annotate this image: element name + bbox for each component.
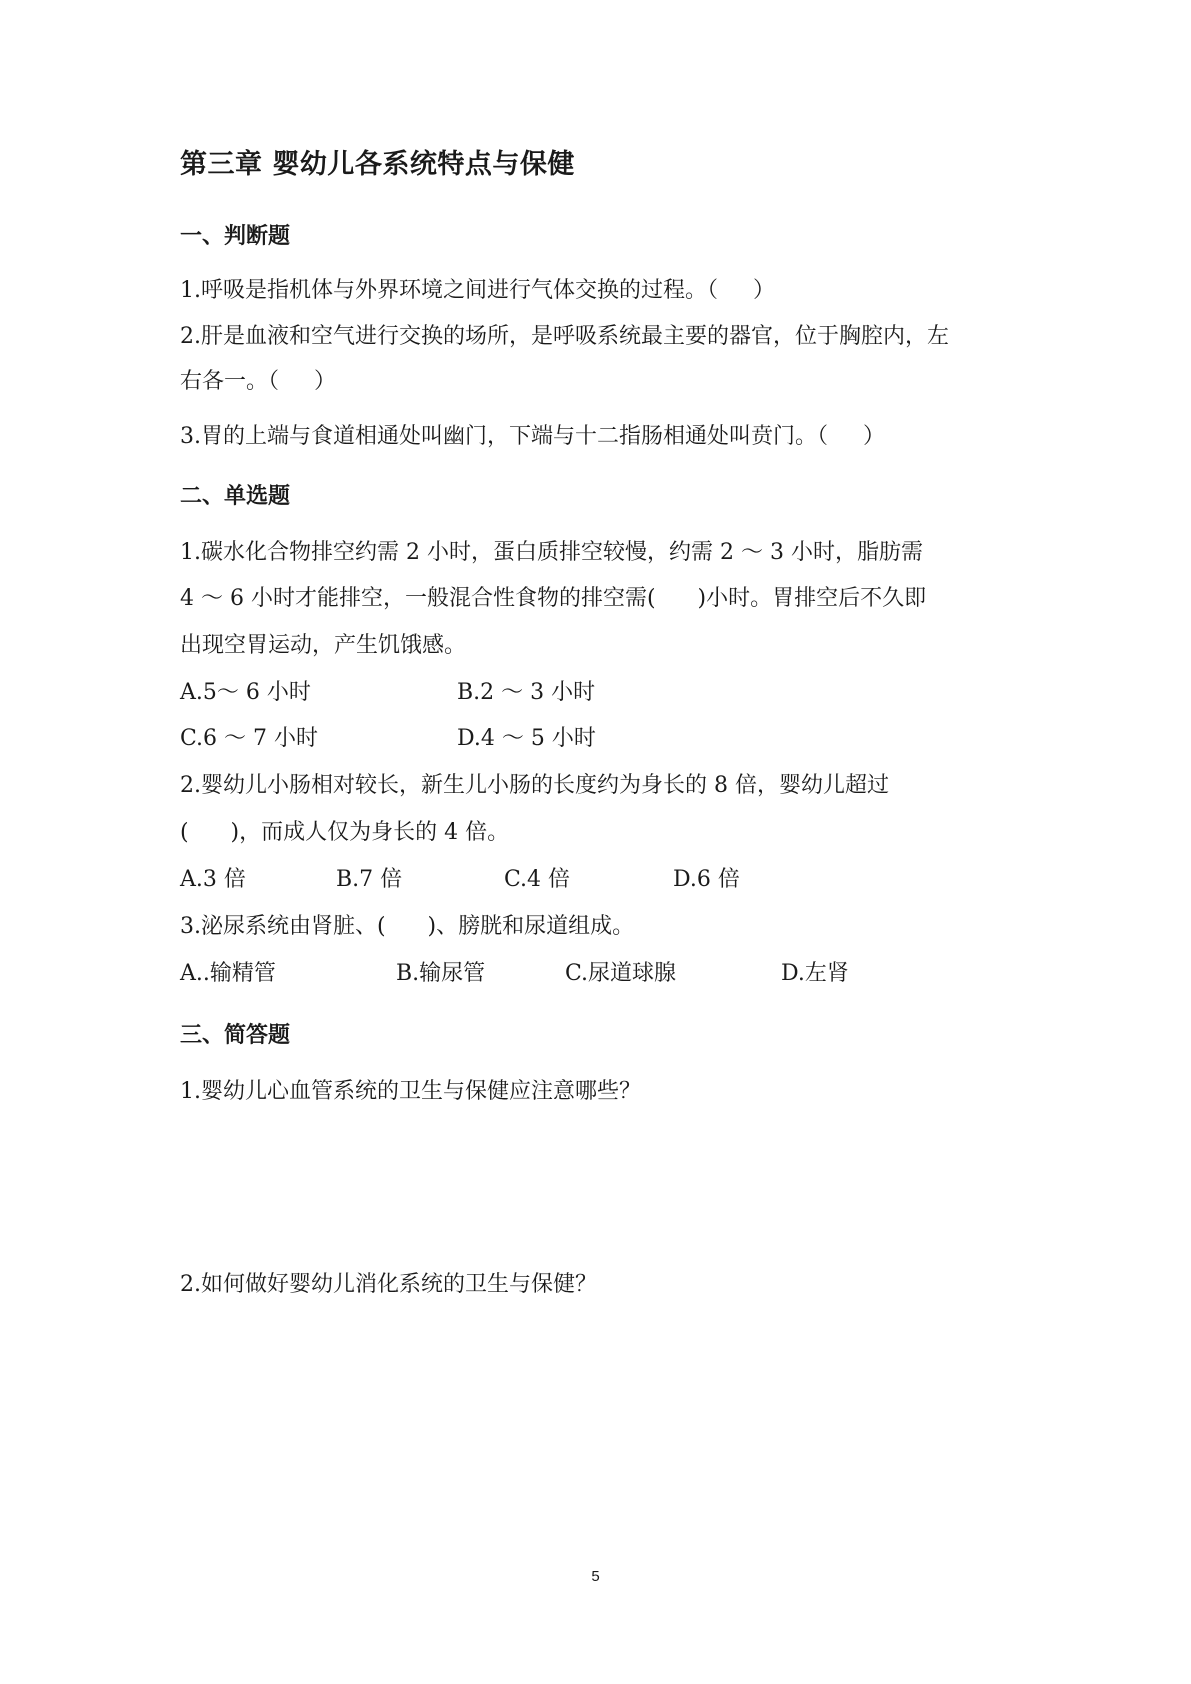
q1-option-a: A.5～ 6 小时	[180, 680, 311, 705]
choice-question-1-line-3: 出现空胃运动，产生饥饿感。	[180, 633, 467, 658]
section-heading-single-choice: 二、单选题	[180, 484, 291, 509]
judgment-question-2-line-2: 右各一。（ ）	[180, 369, 336, 394]
q2-option-a: A.3 倍	[180, 867, 246, 892]
q1-option-c: C.6 ～ 7 小时	[180, 726, 319, 751]
page-number: 5	[591, 1568, 600, 1585]
short-answer-question-1: 1.婴幼儿心血管系统的卫生与保健应注意哪些？	[180, 1079, 641, 1104]
section-heading-judgment: 一、判断题	[180, 224, 291, 249]
q2-option-b: B.7 倍	[336, 867, 403, 892]
q3-option-b: B.输尿管	[396, 961, 486, 986]
choice-question-1-line-2: 4 ～ 6 小时才能排空，一般混合性食物的排空需( )小时。胃排空后不久即	[180, 586, 927, 611]
short-answer-question-2: 2.如何做好婴幼儿消化系统的卫生与保健？	[180, 1272, 597, 1297]
q3-option-a: A..输精管	[180, 961, 276, 986]
q3-option-c: C.尿道球腺	[565, 961, 677, 986]
judgment-question-1: 1.呼吸是指机体与外界环境之间进行气体交换的过程。（ ）	[180, 278, 775, 303]
choice-question-3: 3.泌尿系统由肾脏、( )、膀胱和尿道组成。	[180, 914, 635, 939]
section-heading-short-answer: 三、简答题	[180, 1023, 291, 1048]
q2-option-d: D.6 倍	[673, 867, 740, 892]
choice-question-2-line-1: 2.婴幼儿小肠相对较长，新生儿小肠的长度约为身长的 8 倍，婴幼儿超过	[180, 773, 889, 798]
q3-option-d: D.左肾	[781, 961, 849, 986]
chapter-title: 第三章 婴幼儿各系统特点与保健	[180, 149, 575, 180]
q1-option-d: D.4 ～ 5 小时	[457, 726, 596, 751]
judgment-question-2-line-1: 2.肝是血液和空气进行交换的场所，是呼吸系统最主要的器官，位于胸腔内，左	[180, 324, 949, 349]
choice-question-1-line-1: 1.碳水化合物排空约需 2 小时，蛋白质排空较慢，约需 2 ～ 3 小时，脂肪需	[180, 540, 923, 565]
choice-question-2-line-2: ( )，而成人仅为身长的 4 倍。	[180, 820, 510, 845]
q1-option-b: B.2 ～ 3 小时	[457, 680, 596, 705]
judgment-question-3: 3.胃的上端与食道相通处叫幽门，下端与十二指肠相通处叫贲门。（ ）	[180, 424, 885, 449]
q2-option-c: C.4 倍	[504, 867, 571, 892]
